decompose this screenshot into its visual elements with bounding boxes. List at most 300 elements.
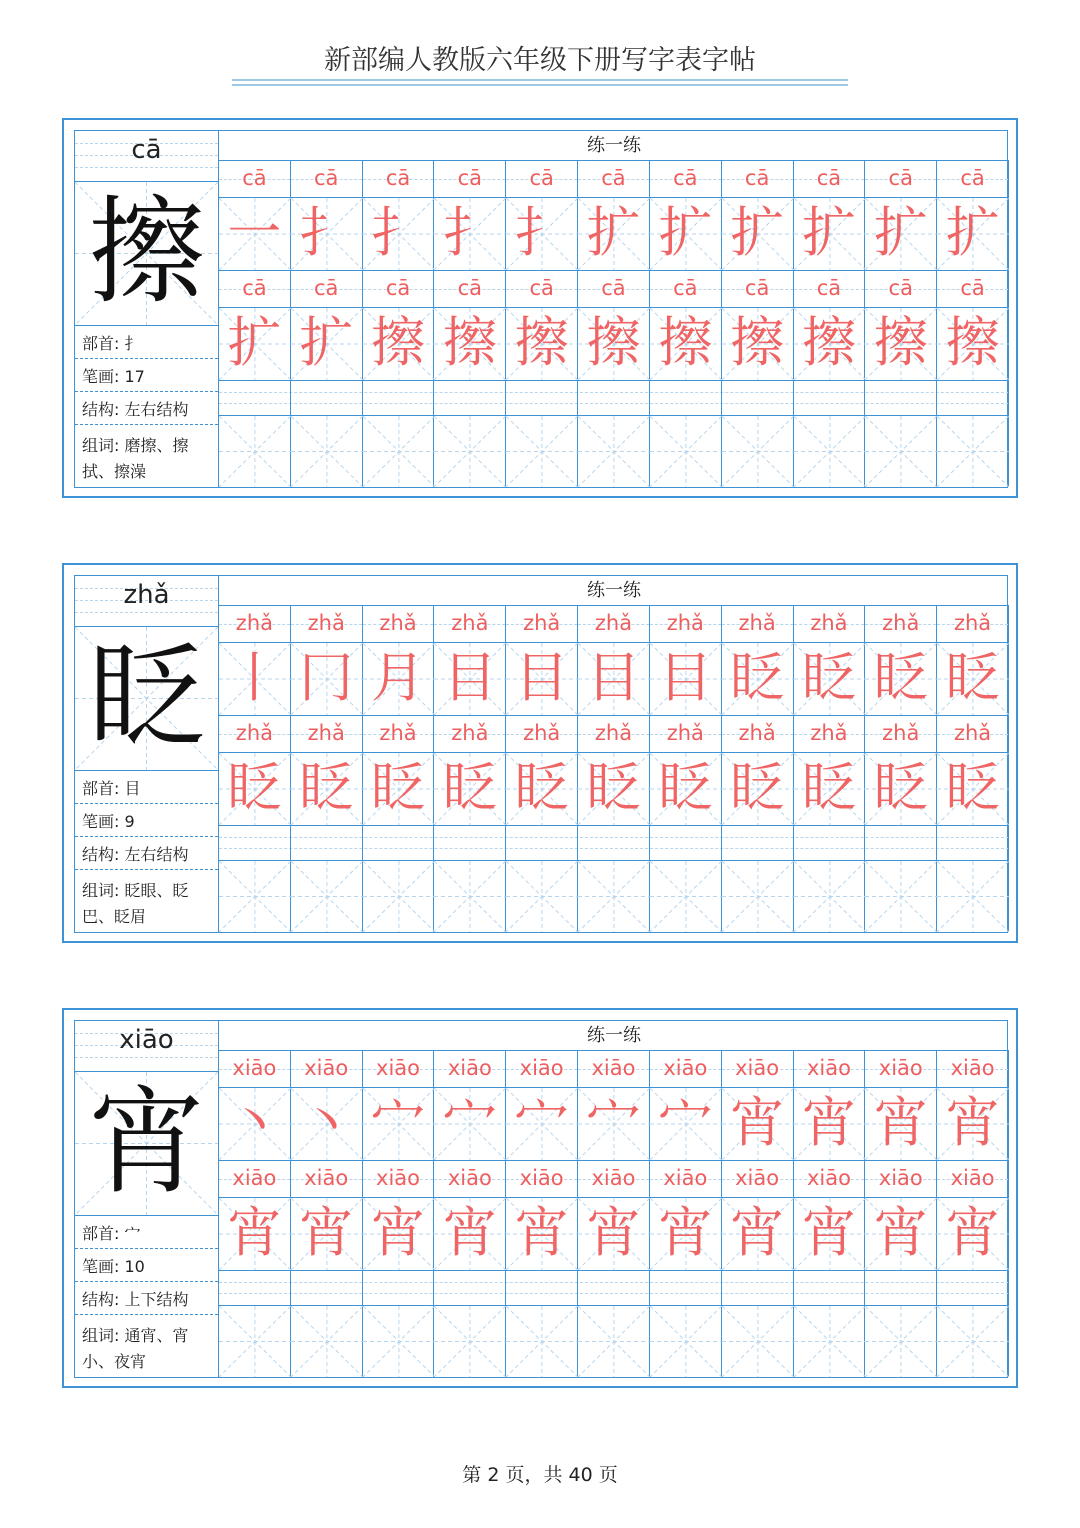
blank-writing-cell[interactable]: [363, 861, 435, 932]
trace-cell[interactable]: [219, 753, 291, 825]
pinyin-text: xiāo: [950, 1056, 995, 1080]
trace-character: 宀: [658, 1091, 713, 1154]
blank-writing-cell[interactable]: [865, 416, 937, 487]
blank-pinyin-cell[interactable]: [578, 381, 650, 415]
pinyin-text: zhǎ: [451, 611, 489, 635]
pinyin-cell: [865, 606, 937, 642]
trace-cell[interactable]: [578, 198, 650, 270]
pinyin-cell: [722, 271, 794, 307]
blank-writing-cell[interactable]: [865, 1306, 937, 1377]
trace-cell[interactable]: [219, 1088, 291, 1160]
pinyin-cell: [363, 716, 435, 752]
trace-character: 宵: [586, 1201, 641, 1264]
blank-pinyin-cell[interactable]: [434, 1271, 506, 1305]
pinyin-cell: [794, 1051, 866, 1087]
practice-grid: [219, 131, 1009, 487]
trace-cell[interactable]: [865, 1198, 937, 1270]
pinyin-cell: [219, 1051, 291, 1087]
title-underline: [232, 84, 848, 86]
blank-pinyin-cell[interactable]: [937, 826, 1009, 860]
pinyin-text: zhǎ: [882, 721, 920, 745]
practice-grid: [219, 576, 1009, 932]
trace-cell[interactable]: [434, 198, 506, 270]
trace-character: 眨: [873, 646, 928, 709]
pinyin-cell: [650, 271, 722, 307]
pinyin-cell: [794, 606, 866, 642]
trace-cell[interactable]: [363, 308, 435, 380]
blank-writing-cell[interactable]: [794, 861, 866, 932]
blank-pinyin-cell[interactable]: [722, 1271, 794, 1305]
trace-cell[interactable]: [291, 308, 363, 380]
trace-cell[interactable]: [578, 1088, 650, 1160]
blank-writing-cell[interactable]: [937, 861, 1009, 932]
trace-cell[interactable]: [794, 753, 866, 825]
pinyin-text: cā: [385, 166, 411, 190]
blank-writing-cell[interactable]: [722, 861, 794, 932]
blank-pinyin-cell[interactable]: [506, 826, 578, 860]
character-info-panel: [75, 1021, 219, 1377]
blank-writing-cell[interactable]: [291, 1306, 363, 1377]
trace-cell[interactable]: [578, 308, 650, 380]
trace-cell[interactable]: [219, 198, 291, 270]
grid-guides: [578, 861, 650, 932]
trace-cell[interactable]: [722, 753, 794, 825]
blank-writing-cell[interactable]: [219, 1306, 291, 1377]
trace-cell[interactable]: [937, 753, 1009, 825]
page-title: 新部编人教版六年级下册写字表字帖: [324, 45, 756, 76]
trace-cell[interactable]: [794, 308, 866, 380]
trace-cell[interactable]: [722, 643, 794, 715]
blank-pinyin-cell[interactable]: [363, 1271, 435, 1305]
trace-character: 宵: [442, 1201, 497, 1264]
trace-character: 眨: [945, 756, 1000, 819]
grid-guides: [219, 861, 291, 932]
trace-cell[interactable]: [506, 308, 578, 380]
trace-cell[interactable]: [865, 643, 937, 715]
blank-writing-cell[interactable]: [722, 416, 794, 487]
blank-writing-cell[interactable]: [650, 416, 722, 487]
pinyin-box: [75, 576, 218, 627]
pinyin-text: cā: [385, 276, 411, 300]
pinyin-text: xiāo: [735, 1166, 780, 1190]
blank-pinyin-cell[interactable]: [937, 381, 1009, 415]
pinyin-cell: [578, 271, 650, 307]
practice-header: 练一练: [219, 576, 1009, 606]
blank-pinyin-cell[interactable]: [291, 826, 363, 860]
blank-pinyin-cell[interactable]: [434, 826, 506, 860]
pinyin-cell: [865, 1161, 937, 1197]
sheet-inner: [74, 575, 1008, 933]
blank-pinyin-row: [219, 1271, 1009, 1306]
trace-cell[interactable]: [434, 308, 506, 380]
trace-cell[interactable]: [219, 643, 291, 715]
trace-cell[interactable]: [506, 643, 578, 715]
blank-writing-cell[interactable]: [506, 1306, 578, 1377]
trace-cell[interactable]: [363, 643, 435, 715]
blank-writing-cell[interactable]: [363, 416, 435, 487]
trace-cell[interactable]: [434, 1198, 506, 1270]
blank-pinyin-cell[interactable]: [506, 381, 578, 415]
trace-cell[interactable]: [506, 1198, 578, 1270]
pinyin-text: zhǎ: [451, 721, 489, 745]
pinyin-text: cā: [242, 276, 267, 300]
trace-cell[interactable]: [937, 1198, 1009, 1270]
practice-header: 练一练: [219, 1021, 1009, 1051]
pinyin-cell: [865, 716, 937, 752]
trace-character: 宵: [801, 1201, 856, 1264]
trace-character: 眨: [801, 646, 856, 709]
trace-character: 冂: [299, 646, 354, 709]
pinyin-cell: [434, 1161, 506, 1197]
pinyin-cell: [434, 161, 506, 197]
pinyin-cell: [506, 161, 578, 197]
main-character-box: [75, 1072, 218, 1216]
blank-pinyin-cell[interactable]: [937, 1271, 1009, 1305]
pinyin-text: xiāo: [663, 1056, 708, 1080]
blank-pinyin-cell[interactable]: [722, 381, 794, 415]
words-info: 组词: 磨擦、擦拭、擦澡: [82, 436, 189, 481]
grid-guides: [291, 416, 363, 487]
trace-cell[interactable]: [363, 1088, 435, 1160]
pinyin-cell: [363, 1161, 435, 1197]
strokes-info: 笔画: 10: [75, 1249, 218, 1282]
trace-cell[interactable]: [865, 308, 937, 380]
pinyin-text: zhǎ: [810, 611, 848, 635]
trace-cell[interactable]: [650, 643, 722, 715]
pinyin-cell: [363, 271, 435, 307]
trace-character: 一: [227, 201, 282, 264]
trace-cell[interactable]: [578, 1198, 650, 1270]
pinyin-cell: [434, 716, 506, 752]
blank-pinyin-cell[interactable]: [578, 1271, 650, 1305]
pinyin-text: zhǎ: [738, 721, 776, 745]
trace-character: 宵: [730, 1201, 785, 1264]
pinyin-text: zhǎ: [666, 611, 704, 635]
pinyin-cell: [650, 716, 722, 752]
grid-guides: [865, 861, 937, 932]
pinyin-text: cā: [960, 166, 985, 190]
trace-character: 眨: [514, 756, 569, 819]
trace-cell[interactable]: [363, 198, 435, 270]
pinyin-text: zhǎ: [379, 721, 417, 745]
trace-cell[interactable]: [722, 1198, 794, 1270]
pinyin-text: cā: [457, 276, 483, 300]
blank-pinyin-cell[interactable]: [794, 826, 866, 860]
trace-cell[interactable]: [794, 1198, 866, 1270]
blank-writing-cell[interactable]: [291, 416, 363, 487]
pinyin-cell: [937, 1051, 1009, 1087]
trace-cell[interactable]: [434, 753, 506, 825]
grid-guides: [937, 861, 1009, 932]
trace-cell[interactable]: [650, 1198, 722, 1270]
blank-pinyin-cell[interactable]: [794, 381, 866, 415]
pinyin-text: zhǎ: [523, 611, 561, 635]
blank-writing-cell[interactable]: [434, 1306, 506, 1377]
trace-cell[interactable]: [722, 1088, 794, 1160]
trace-cell[interactable]: [865, 753, 937, 825]
grid-guides: [578, 1306, 650, 1377]
trace-cell[interactable]: [937, 308, 1009, 380]
grid-guides: [434, 861, 506, 932]
trace-character: 擦: [514, 311, 569, 374]
blank-pinyin-cell[interactable]: [650, 1271, 722, 1305]
pinyin-text: xiāo: [519, 1166, 564, 1190]
pinyin-cell: [506, 1051, 578, 1087]
pinyin-cell: [794, 271, 866, 307]
trace-cell[interactable]: [865, 198, 937, 270]
pinyin-cell: [219, 716, 291, 752]
pinyin-cell: [578, 716, 650, 752]
blank-writing-cell[interactable]: [506, 416, 578, 487]
trace-cell[interactable]: [794, 643, 866, 715]
trace-cell[interactable]: [937, 1088, 1009, 1160]
pinyin-text: xiāo: [447, 1056, 492, 1080]
trace-character: 扩: [586, 201, 641, 264]
pinyin-text: xiāo: [447, 1166, 492, 1190]
trace-cell[interactable]: [363, 1198, 435, 1270]
trace-character: 扌: [371, 201, 426, 264]
trace-cell[interactable]: [506, 753, 578, 825]
pinyin-cell: [650, 161, 722, 197]
blank-writing-cell[interactable]: [578, 416, 650, 487]
blank-writing-row: [219, 416, 1009, 487]
trace-character: 宵: [227, 1201, 282, 1264]
pinyin-cell: [363, 1051, 435, 1087]
blank-writing-cell[interactable]: [363, 1306, 435, 1377]
grid-guides: [434, 1306, 506, 1377]
pinyin-row: [219, 1161, 1009, 1198]
trace-cell[interactable]: [434, 643, 506, 715]
trace-cell[interactable]: [578, 643, 650, 715]
trace-cell[interactable]: [506, 1088, 578, 1160]
pinyin-cell: [219, 161, 291, 197]
blank-pinyin-cell[interactable]: [794, 1271, 866, 1305]
character-info-panel: [75, 131, 219, 487]
pinyin-row: [219, 1051, 1009, 1088]
pinyin-text: xiāo: [304, 1056, 349, 1080]
radical-info: 部首: 扌: [75, 326, 218, 359]
pinyin-text: xiāo: [376, 1166, 421, 1190]
practice-grid: [219, 1021, 1009, 1377]
pinyin-cell: [291, 606, 363, 642]
pinyin-text: cā: [529, 166, 554, 190]
trace-character: 宵: [730, 1091, 785, 1154]
trace-cell[interactable]: [937, 198, 1009, 270]
blank-writing-cell[interactable]: [434, 416, 506, 487]
trace-cell[interactable]: [291, 198, 363, 270]
pinyin-box: [75, 1021, 218, 1072]
pinyin-text: xiāo: [304, 1166, 349, 1190]
blank-writing-cell[interactable]: [434, 861, 506, 932]
blank-writing-cell[interactable]: [578, 861, 650, 932]
trace-row: [219, 1198, 1009, 1271]
blank-pinyin-cell[interactable]: [219, 826, 291, 860]
blank-pinyin-cell[interactable]: [506, 1271, 578, 1305]
pinyin-cell: [937, 1161, 1009, 1197]
grid-guides: [219, 416, 291, 487]
character-info-panel: [75, 576, 219, 932]
pinyin-cell: [506, 1161, 578, 1197]
pinyin-guide-line: [75, 167, 218, 168]
trace-cell[interactable]: [219, 308, 291, 380]
trace-cell[interactable]: [722, 198, 794, 270]
pinyin-cell: [434, 1051, 506, 1087]
blank-pinyin-cell[interactable]: [865, 1271, 937, 1305]
pinyin-text: zhǎ: [882, 611, 920, 635]
pinyin-cell: [291, 1161, 363, 1197]
trace-character: 丶: [227, 1091, 282, 1154]
pinyin-text: cā: [529, 276, 554, 300]
blank-writing-cell[interactable]: [506, 861, 578, 932]
main-character: 擦: [88, 185, 205, 320]
trace-character: 宵: [945, 1091, 1000, 1154]
blank-pinyin-cell[interactable]: [291, 381, 363, 415]
radical-info: 部首: 宀: [75, 1216, 218, 1249]
pinyin-row: [219, 716, 1009, 753]
trace-character: 扌: [514, 201, 569, 264]
blank-writing-cell[interactable]: [794, 1306, 866, 1377]
trace-cell[interactable]: [650, 198, 722, 270]
pinyin-cell: [506, 606, 578, 642]
blank-writing-cell[interactable]: [722, 1306, 794, 1377]
pinyin-text: zhǎ: [594, 611, 633, 635]
grid-guides: [363, 416, 435, 487]
structure-info: 结构: 左右结构: [75, 837, 218, 870]
trace-character: 眨: [586, 756, 641, 819]
trace-character: 宀: [371, 1091, 426, 1154]
blank-pinyin-cell[interactable]: [722, 826, 794, 860]
blank-writing-cell[interactable]: [291, 861, 363, 932]
blank-pinyin-cell[interactable]: [650, 381, 722, 415]
trace-character: 月: [371, 646, 426, 709]
blank-pinyin-cell[interactable]: [650, 826, 722, 860]
trace-cell[interactable]: [506, 198, 578, 270]
pinyin-cell: [722, 1051, 794, 1087]
blank-pinyin-cell[interactable]: [291, 1271, 363, 1305]
trace-character: 眨: [730, 646, 785, 709]
pinyin-cell: [937, 271, 1009, 307]
trace-character: 眨: [730, 756, 785, 819]
trace-character: 宵: [299, 1201, 354, 1264]
pinyin-text: cā: [816, 166, 842, 190]
trace-character: 擦: [730, 311, 785, 374]
trace-cell[interactable]: [722, 308, 794, 380]
blank-writing-cell[interactable]: [865, 861, 937, 932]
grid-guides: [506, 1306, 578, 1377]
grid-guides: [722, 416, 794, 487]
main-character: 宵: [88, 1075, 205, 1210]
pinyin-cell: [937, 716, 1009, 752]
pinyin-text: xiāo: [806, 1166, 851, 1190]
blank-writing-cell[interactable]: [794, 416, 866, 487]
pinyin-text: zhǎ: [379, 611, 417, 635]
pinyin-text: zhǎ: [235, 721, 273, 745]
trace-cell[interactable]: [291, 1088, 363, 1160]
trace-character: 宀: [586, 1091, 641, 1154]
grid-guides: [722, 861, 794, 932]
trace-cell[interactable]: [794, 198, 866, 270]
blank-writing-cell[interactable]: [937, 416, 1009, 487]
trace-cell[interactable]: [363, 753, 435, 825]
grid-guides: [363, 861, 435, 932]
pinyin-text: zhǎ: [594, 721, 633, 745]
trace-cell[interactable]: [865, 1088, 937, 1160]
grid-guides: [578, 416, 650, 487]
trace-cell[interactable]: [219, 1198, 291, 1270]
blank-pinyin-cell[interactable]: [865, 381, 937, 415]
pinyin-guide-line: [75, 612, 218, 613]
trace-character: 目: [586, 646, 641, 709]
character-sheet: [62, 118, 1018, 498]
trace-character: 擦: [801, 311, 856, 374]
pinyin-text: zhǎ: [810, 721, 848, 745]
blank-writing-cell[interactable]: [937, 1306, 1009, 1377]
trace-cell[interactable]: [434, 1088, 506, 1160]
trace-cell[interactable]: [578, 753, 650, 825]
blank-pinyin-cell[interactable]: [219, 381, 291, 415]
pinyin-cell: [578, 1051, 650, 1087]
grid-guides: [291, 861, 363, 932]
trace-cell[interactable]: [291, 1198, 363, 1270]
trace-cell[interactable]: [650, 308, 722, 380]
pinyin-text: cā: [960, 276, 985, 300]
pinyin-cell: [291, 161, 363, 197]
trace-cell[interactable]: [937, 643, 1009, 715]
radical-info: 部首: 目: [75, 771, 218, 804]
trace-character: 宵: [658, 1201, 713, 1264]
blank-writing-cell[interactable]: [219, 416, 291, 487]
pinyin-cell: [794, 1161, 866, 1197]
blank-writing-cell[interactable]: [578, 1306, 650, 1377]
blank-writing-cell[interactable]: [650, 1306, 722, 1377]
trace-cell[interactable]: [650, 1088, 722, 1160]
trace-character: 擦: [371, 311, 426, 374]
trace-character: 目: [658, 646, 713, 709]
trace-character: 扩: [227, 311, 282, 374]
trace-character: 擦: [945, 311, 1000, 374]
pinyin-cell: [865, 1051, 937, 1087]
trace-character: 扩: [658, 201, 713, 264]
grid-guides: [650, 861, 722, 932]
blank-writing-cell[interactable]: [650, 861, 722, 932]
grid-guides: [506, 861, 578, 932]
pinyin-text: cā: [673, 166, 698, 190]
trace-cell[interactable]: [650, 753, 722, 825]
trace-character: 宵: [371, 1201, 426, 1264]
page-number: 第 2 页，共 40 页: [462, 1464, 618, 1486]
pinyin-text: zhǎ: [307, 611, 345, 635]
pinyin-text: cā: [888, 276, 913, 300]
blank-pinyin-cell[interactable]: [434, 381, 506, 415]
trace-cell[interactable]: [794, 1088, 866, 1160]
trace-cell[interactable]: [291, 643, 363, 715]
blank-pinyin-cell[interactable]: [865, 826, 937, 860]
pinyin-cell: [722, 1161, 794, 1197]
trace-character: 擦: [442, 311, 497, 374]
trace-cell[interactable]: [291, 753, 363, 825]
pinyin-text: xiāo: [232, 1056, 277, 1080]
main-pinyin: cā: [131, 135, 162, 165]
blank-pinyin-cell[interactable]: [363, 826, 435, 860]
trace-character: 宵: [514, 1201, 569, 1264]
trace-character: 丶: [299, 1091, 354, 1154]
trace-character: 眨: [945, 646, 1000, 709]
blank-writing-cell[interactable]: [219, 861, 291, 932]
pinyin-cell: [865, 161, 937, 197]
blank-pinyin-cell[interactable]: [219, 1271, 291, 1305]
blank-pinyin-cell[interactable]: [363, 381, 435, 415]
blank-pinyin-cell[interactable]: [578, 826, 650, 860]
